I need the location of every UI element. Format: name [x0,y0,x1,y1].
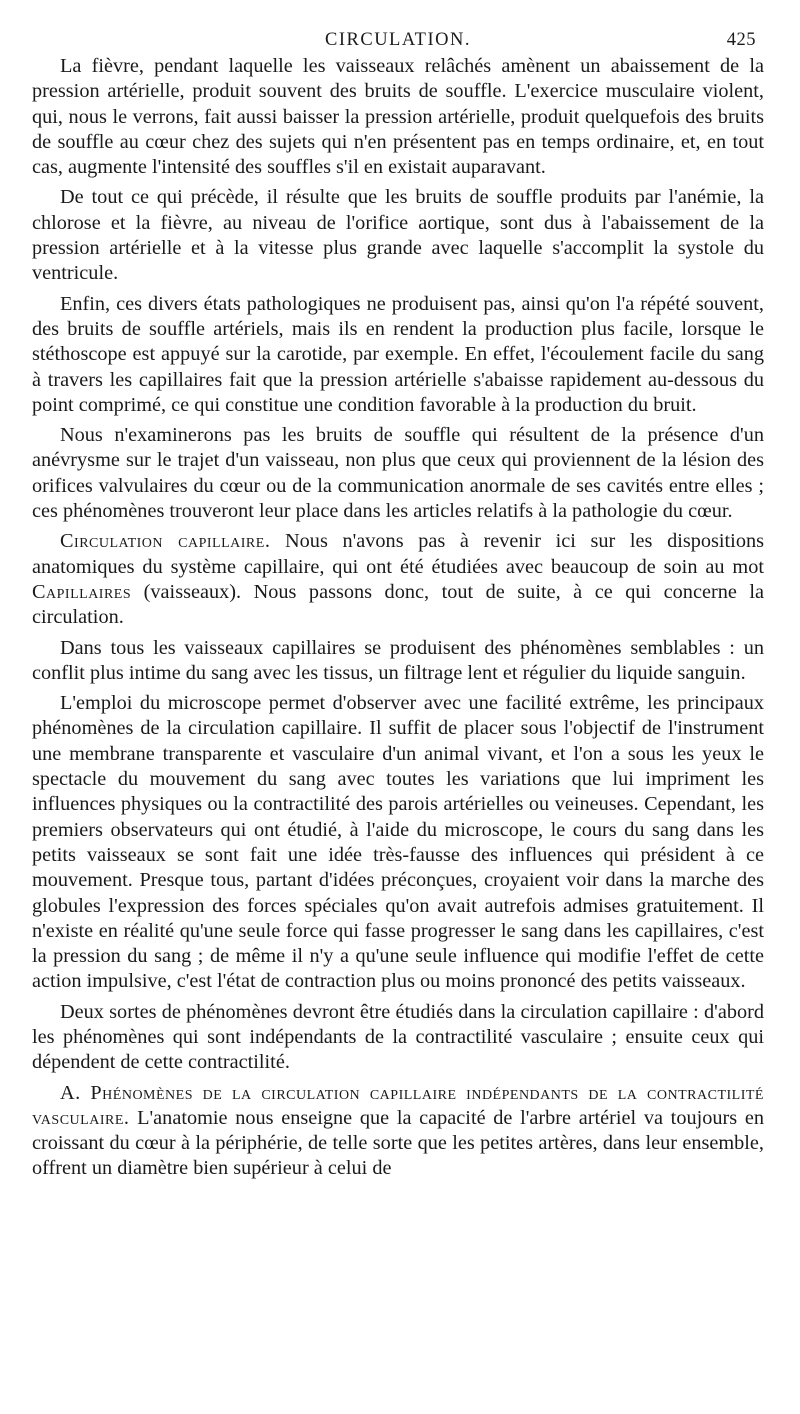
paragraph-capillary-text-before: Nous n'avons pas à revenir ici sur les dispositions anatomiques du système capillaire, qui ont été étudiées avec beaucoup de soin au mot [32,530,764,578]
paragraph-section-a-text: L'anatomie nous enseigne que la capacité de l'arbre artériel va toujours en croissant du cœur à la périphérie, de telle sorte que les petites artères, dans leur ensemble, offrent un diamètre bien supérieur à celui de [32,1106,764,1180]
paragraph-pathological-states: Enfin, ces divers états pathologiques ne produisent pas, ainsi qu'on l'a répété souvent, des bruits de souffle artériels, mais ils en rendent la production plus facile, lorsque le stéthoscope est appuyé sur la carotide, par exemple. En effet, l'écoulement facile du sang à travers les capillaires fait que la pression artérielle s'abaisse rapidement au-dessous du point comprimé, ce qui constitue une condition favorable à la production du bruit. [32,292,764,416]
paragraph-fever: La fièvre, pendant laquelle les vaisseaux relâchés amènent un abaissement de la pression artérielle, produit souvent des bruits de souffle. L'exercice musculaire violent, qui, nous le verrons, fait aussi baisser la pression artérielle, produit quelquefois des bruits de souffle au cœur chez des sujets qui n'en présentent pas en temps ordinaire, et, en tout cas, augmente l'intensité des souffles s'il en existait auparavant. [32,55,764,179]
paragraph-capillary-phenomena: Dans tous les vaisseaux capillaires se produisent des phénomènes semblables : un conflit plus intime du sang avec les tissus, un filtrage lent et régulier du liquide sanguin. [32,636,764,684]
paragraph-summary: De tout ce qui précède, il résulte que les bruits de souffle produits par l'anémie, la chlorose et la fièvre, au niveau de l'orifice aortique, sont dus à l'abaissement de la pression artérielle et à la vitesse plus grande avec laquelle s'accomplit la systole du ventricule. [32,186,764,285]
body-text [32,54,764,1182]
page-number: 425 [726,30,756,50]
section-heading-capillary-circulation: Circulation capillaire. [60,530,271,553]
running-title: CIRCULATION. [325,30,471,50]
paragraph-two-kinds: Deux sortes de phénomènes devront être étudiés dans la circulation capillaire : d'abord les phénomènes qui sont indépendants de la contractilité vasculaire ; ensuite ceux qui dépendent de cette contractilité. [32,1000,764,1074]
cross-reference-capillaires: Capillaires [32,580,132,603]
paragraph-microscope: L'emploi du microscope permet d'observer avec une facilité extrême, les principaux phénomènes de la circulation capillaire. Il suffit de placer sous l'objectif de l'instrument une membrane transparente et vasculaire d'un animal vivant, et l'on a sous les yeux le spectacle du mouvement du sang avec toutes les variations que lui impriment les influences physiques ou la contractilité des parois artérielles ou veineuses. Cependant, les premiers observateurs qui ont étudié, à l'aide du microscope, le cours du sang dans les petits vaisseaux se sont fait une idée très-fausse des influences qui président à ce mouvement. Presque tous, partant d'idées préconçues, croyaient voir dans la marche des globules l'expression des forces spéciales qu'on avait autrefois admises gratuitement. Il n'existe en réalité qu'une seule force qui fasse progresser le sang dans les capillaires, c'est la pression du sang ; de même il n'y a qu'une seule influence qui modifie l'effet de cette action impulsive, c'est l'état de contraction plus ou moins prononcé des petits vaisseaux. [32,692,764,993]
paragraph-capillary-text-after: (vaisseaux). Nous passons donc, tout de suite, à ce qui concerne la circulation. [32,580,764,629]
running-header [32,24,764,54]
section-heading-a: A. Phénomènes de la circulation capillaire indépendants de la contractilité vasculaire. [32,1081,764,1129]
paragraph-aneurysm: Nous n'examinerons pas les bruits de souffle qui résultent de la présence d'un anévrysme sur le trajet d'un vaisseau, non plus que ceux qui proviennent de la lésion des orifices valvulaires du cœur ou de la communication anormale de ses cavités entre elles ; ces phénomènes trouveront leur place dans les articles relatifs à la pathologie du cœur. [32,424,764,523]
paragraph-capillary-circulation [32,529,764,630]
paragraph-section-a [32,1081,764,1182]
